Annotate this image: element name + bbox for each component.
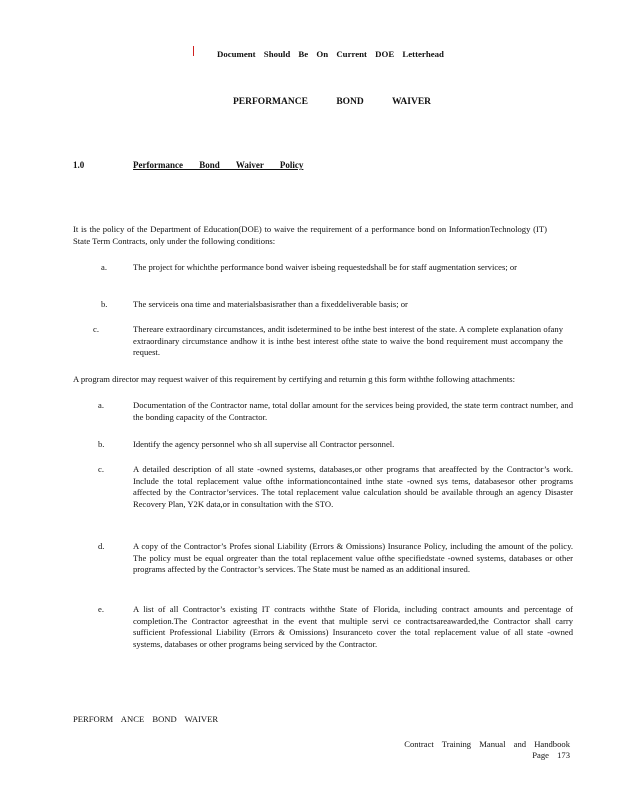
attachment-item: Identify the agency personnel who sh all supervise all Contractor personnel. <box>133 439 395 449</box>
condition-item: The project for whichthe performance bond waiver isbeing requestedshall be for staff augmentation services; or <box>133 262 518 272</box>
program-paragraph: A program director may request waiver of this requirement by certifying and returnin g this form withthe following attachments: <box>73 374 515 384</box>
attachment-letter: d. <box>98 541 105 551</box>
section-number: 1.0 <box>73 160 85 170</box>
section-title: Performance Bond Waiver Policy <box>133 160 304 170</box>
footer-manual-title: Contract Training Manual and Handbook <box>404 739 570 749</box>
condition-letter: b. <box>101 299 108 309</box>
condition-letter: c. <box>93 324 99 334</box>
attachment-letter: c. <box>98 464 104 474</box>
intro-paragraph: It is the policy of the Department of Education(DOE) to waive the requirement of a performance bond on InformationTechnology (IT) State Term Contracts, only under the following conditions: <box>73 224 547 246</box>
condition-item: Thereare extraordinary circumstances, andit isdetermined to be inthe best interest of the state. A complete explanation ofany extraordinary circumstance andhow it is inthe best interest ofthe state to waive the bond requirement must accompany the request. <box>133 324 563 357</box>
attachment-letter: a. <box>98 400 104 410</box>
footer-manual-info <box>404 739 570 761</box>
attachment-item: A copy of the Contractor’s Profes sional Liability (Errors & Omissions) Insurance Policy, including the amount of the policy. The policy must be equal orgreater than the total replacement value ofthe specifiedstate -owned systems, databases or other programs affected by the Contractor’s services. The State must be named as an additional insured. <box>133 541 573 574</box>
attachment-item: A detailed description of all state -owned systems, databases,or other programs that areaffected by the Contractor’s work. Include the total replacement value ofthe informationcontained inthe state -owned sys tems, databasesor other programs affected by the Contractor’services. The total replacement value calculation should be available through an agency Disaster Recovery Plan, Y2K data,or in consultation with the STO. <box>133 464 573 509</box>
attachment-item: Documentation of the Contractor name, total dollar amount for the services being provided, the state term contract number, and the bonding capacity of the Contractor. <box>133 400 573 422</box>
letterhead-note: Document Should Be On Current DOE Letterhead <box>217 49 444 59</box>
footer-doc-title: PERFORM ANCE BOND WAIVER <box>73 714 219 724</box>
attachment-letter: e. <box>98 604 104 614</box>
attachment-letter: b. <box>98 439 105 449</box>
condition-item: The serviceis ona time and materialsbasisrather than a fixeddeliverable basis; or <box>133 299 408 309</box>
condition-letter: a. <box>101 262 107 272</box>
letterhead-marker <box>193 46 194 56</box>
page-title: PERFORMANCE BOND WAIVER <box>233 97 432 107</box>
attachment-item: A list of all Contractor’s existing IT contracts withthe State of Florida, including contract amounts and percentage of completion.The Contractor agreesthat in the event that multiple servi ce contractsareawarded,the Contractor shall carry sufficient Professional Liability (Errors & Omissions) Insuranceto cover the total replacement value of all state -owned systems, databases or other programs being serviced by the Contractor. <box>133 604 573 649</box>
footer-page-number: Page 173 <box>532 750 570 760</box>
